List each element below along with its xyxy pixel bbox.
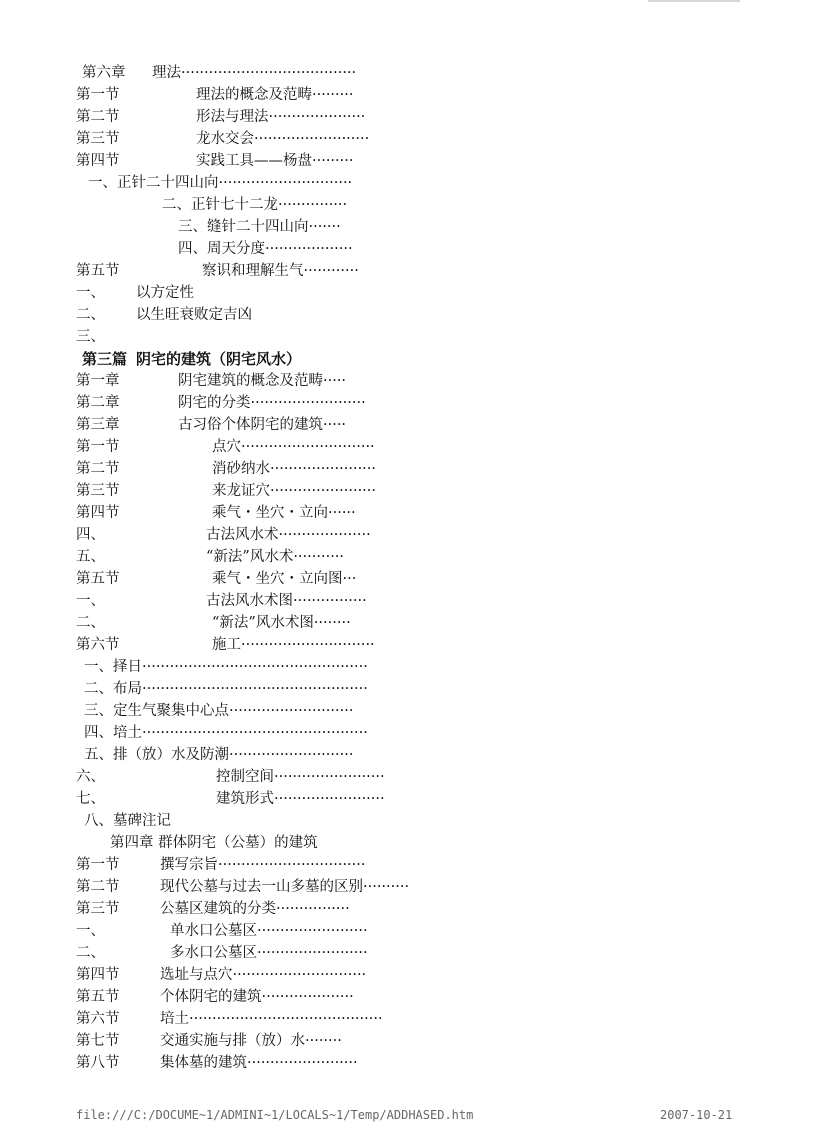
toc-entry-label: 第四节 xyxy=(76,967,120,983)
toc-entry xyxy=(0,700,760,722)
toc-entry-label: 第二章 xyxy=(76,395,120,411)
toc-entry-text: 个体阴宅的建筑···················· xyxy=(160,989,354,1005)
toc-entry xyxy=(0,678,760,700)
toc-entry-label: 二、 xyxy=(76,307,105,323)
toc-entry-text: 阴宅建筑的概念及范畴····· xyxy=(178,373,347,389)
toc-entry xyxy=(0,524,760,546)
toc-entry-label: 第一章 xyxy=(76,373,120,389)
toc-entry-label: 二、 xyxy=(76,945,105,961)
toc-entry xyxy=(0,282,760,304)
toc-entry xyxy=(0,326,760,348)
toc-entry xyxy=(0,392,760,414)
toc-entry xyxy=(0,414,760,436)
toc-entry xyxy=(0,216,760,238)
toc-entry xyxy=(0,876,760,898)
toc-entry-text: 阴宅的建筑（阴宅风水） xyxy=(136,350,302,368)
toc-entry-label: 第八节 xyxy=(76,1055,120,1071)
toc-entry-label: 第二节 xyxy=(76,109,120,125)
toc-entry xyxy=(0,788,760,810)
toc-entry xyxy=(0,370,760,392)
toc-entry xyxy=(0,832,760,854)
toc-entry xyxy=(0,546,760,568)
toc-entry-text: 交通实施与排（放）水········ xyxy=(160,1033,342,1049)
toc-entry xyxy=(0,84,760,106)
toc-entry xyxy=(0,304,760,326)
toc-entry-text: 选址与点穴····························· xyxy=(160,967,367,983)
toc-entry-text: 撰写宗旨································ xyxy=(160,857,366,873)
toc-entry-text: 形法与理法····················· xyxy=(196,109,366,125)
toc-entry-label: 第二节 xyxy=(76,879,120,895)
toc-entry-text: 阴宅的分类························· xyxy=(178,395,366,411)
toc-entry-text: 三、定生气聚集中心点··························· xyxy=(84,703,354,719)
toc-entry xyxy=(0,436,760,458)
toc-entry-text: 实践工具——杨盘········· xyxy=(196,153,354,169)
toc-entry-text: 控制空间························ xyxy=(216,769,385,785)
toc-entry xyxy=(0,964,760,986)
toc-entry-text: 古法风水术图················ xyxy=(206,593,367,609)
toc-entry xyxy=(0,1008,760,1030)
toc-entry xyxy=(0,942,760,964)
toc-entry-text: 以生旺衰败定吉凶 xyxy=(136,307,252,323)
toc-entry-text: 四、周天分度··················· xyxy=(178,241,353,257)
toc-entry xyxy=(0,502,760,524)
toc-entry-label: 第六节 xyxy=(76,637,120,653)
toc-entry-label: 二、 xyxy=(76,615,105,631)
toc-entry-text: 二、正针七十二龙··············· xyxy=(162,197,348,213)
toc-entry-text: 培土·········································· xyxy=(160,1011,383,1027)
toc-entry-label: 第三篇 xyxy=(82,350,128,368)
toc-entry-label: 一、 xyxy=(76,923,105,939)
toc-entry-text: 公墓区建筑的分类················ xyxy=(160,901,350,917)
toc-entry xyxy=(0,150,760,172)
toc-entry xyxy=(0,238,760,260)
toc-entry-text: “新法”风水术··········· xyxy=(206,549,345,565)
toc-entry-label: 第三章 xyxy=(76,417,120,433)
toc-entry-label: 第四节 xyxy=(76,505,120,521)
toc-entry xyxy=(0,480,760,502)
toc-entry-text: 察识和理解生气············ xyxy=(202,263,359,279)
toc-entry xyxy=(0,106,760,128)
toc-entry xyxy=(0,568,760,590)
toc-entry-label: 第五节 xyxy=(76,989,120,1005)
toc-entry-text: 四、培土················································· xyxy=(84,725,368,741)
toc-entry-text: 来龙证穴······················· xyxy=(212,483,377,499)
toc-entry xyxy=(0,766,760,788)
toc-entry xyxy=(0,62,760,84)
toc-entry-label: 第三节 xyxy=(76,131,120,147)
toc-entry-text: 点穴····························· xyxy=(212,439,375,455)
scan-mark xyxy=(648,0,740,2)
toc-entry xyxy=(0,260,760,282)
toc-entry xyxy=(0,744,760,766)
toc-entry-text: 一、正针二十四山向····························· xyxy=(88,175,353,191)
toc-entry-label: 第四节 xyxy=(76,153,120,169)
toc-entry-text: 乘气・坐穴・立向图··· xyxy=(212,571,357,587)
toc-entry-text: 理法······································ xyxy=(152,65,357,81)
toc-entry-text: 单水口公墓区························ xyxy=(170,923,368,939)
toc-entry xyxy=(0,898,760,920)
toc-entry-text: 现代公墓与过去一山多墓的区别·········· xyxy=(160,879,410,895)
toc-entry-text: 古法风水术···················· xyxy=(206,527,371,543)
toc-entry xyxy=(0,194,760,216)
toc-entry xyxy=(0,986,760,1008)
toc-entry-label: 第一节 xyxy=(76,439,120,455)
toc-entry-label: 第五节 xyxy=(76,263,120,279)
toc-entry xyxy=(0,458,760,480)
footer-date: 2007-10-21 xyxy=(660,1108,733,1122)
toc-entry-text: 二、布局················································· xyxy=(84,681,368,697)
toc-entry-label: 三、 xyxy=(76,329,105,345)
toc-entry xyxy=(0,634,760,656)
toc-entry xyxy=(0,854,760,876)
toc-entry xyxy=(0,722,760,744)
toc-entry xyxy=(0,810,760,832)
toc-entry xyxy=(0,612,760,634)
toc-entry-label: 五、 xyxy=(76,549,105,565)
toc-entry xyxy=(0,128,760,150)
toc-entry-text: 建筑形式························ xyxy=(216,791,385,807)
toc-entry-text: 理法的概念及范畴········· xyxy=(196,87,354,103)
toc-entry xyxy=(0,656,760,678)
toc-entry-label: 第三节 xyxy=(76,901,120,917)
toc-entry-label: 第三节 xyxy=(76,483,120,499)
toc-entry-label: 第七节 xyxy=(76,1033,120,1049)
toc-entry-text: 古习俗个体阴宅的建筑····· xyxy=(178,417,347,433)
toc-entry-label: 一、 xyxy=(76,593,105,609)
toc-entry-text: 乘气・坐穴・立向······ xyxy=(212,505,356,521)
toc-entry-text: 以方定性 xyxy=(136,285,194,301)
toc-entry-text: 第四章 群体阴宅（公墓）的建筑 xyxy=(110,835,318,851)
toc-entry-label: 七、 xyxy=(76,791,105,807)
toc-entry-text: 三、缝针二十四山向······· xyxy=(178,219,341,235)
toc-entry-label: 第一节 xyxy=(76,857,120,873)
toc-entry-text: 一、择日················································· xyxy=(84,659,368,675)
toc-entry xyxy=(0,172,760,194)
toc-entry-text: “新法”风水术图········ xyxy=(212,615,351,631)
toc-entry-text: 集体墓的建筑························ xyxy=(160,1055,358,1071)
toc-entry-text: 施工····························· xyxy=(212,637,375,653)
toc-entry-label: 六、 xyxy=(76,769,105,785)
toc-entry-label: 第二节 xyxy=(76,461,120,477)
toc-entry xyxy=(0,590,760,612)
toc-entry xyxy=(0,348,760,370)
footer-path: file:///C:/DOCUME~1/ADMINI~1/LOCALS~1/Temp/ADDHASED.htm xyxy=(76,1108,474,1122)
toc-entry-label: 四、 xyxy=(76,527,105,543)
toc-entry xyxy=(0,920,760,942)
toc-entry-label: 第六章 xyxy=(82,65,126,81)
toc-entry xyxy=(0,1052,760,1074)
toc-entry-text: 龙水交会························· xyxy=(196,131,370,147)
toc-entry-text: 五、排（放）水及防潮··························· xyxy=(84,747,354,763)
toc-entry-label: 第五节 xyxy=(76,571,120,587)
toc-entry-label: 第六节 xyxy=(76,1011,120,1027)
toc-entry-label: 第一节 xyxy=(76,87,120,103)
toc-entry-text: 多水口公墓区························ xyxy=(170,945,368,961)
toc-entry-label: 一、 xyxy=(76,285,105,301)
toc-entry xyxy=(0,1030,760,1052)
toc-entry-text: 消砂纳水······················· xyxy=(212,461,377,477)
toc-entry-text: 八、墓碑注记 xyxy=(84,813,171,829)
